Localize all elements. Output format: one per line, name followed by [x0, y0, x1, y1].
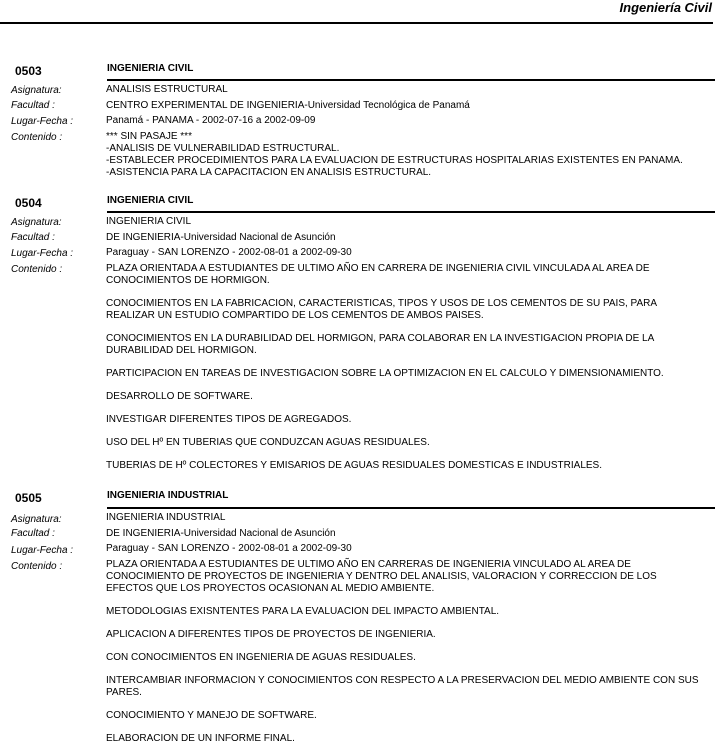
content-paragraph: CONOCIMIENTO Y MANEJO DE SOFTWARE. — [106, 710, 317, 721]
content-paragraph: INTERCAMBIAR INFORMACION Y CONOCIMIENTOS CON RESPECTO A LA PRESERVACION DEL MEDIO AMBIENTE CON SUS PARES. — [106, 675, 699, 698]
entry-divider — [107, 79, 715, 81]
content-line: -ESTABLECER PROCEDIMIENTOS PARA LA EVALUACION DE ESTRUCTURAS HOSPITALARIAS EXISTENTES EN PANAMA. — [106, 155, 683, 166]
content-paragraph: PARTICIPACION EN TAREAS DE INVESTIGACION SOBRE LA OPTIMIZACION EN EL CALCULO Y DIMENSIONAMIENTO. — [106, 368, 664, 379]
label-facultad: Facultad : — [11, 100, 55, 111]
value-facultad: DE INGENIERIA-Universidad Nacional de Asunción — [106, 528, 336, 539]
content-line: *** SIN PASAJE *** — [106, 131, 192, 142]
content-paragraph: TUBERIAS DE Hº COLECTORES Y EMISARIOS DE AGUAS RESIDUALES DOMESTICAS E INDUSTRIALES. — [106, 460, 602, 471]
header-divider — [0, 22, 713, 24]
content-paragraph: METODOLOGIAS EXISNTENTES PARA LA EVALUACION DEL IMPACTO AMBIENTAL. — [106, 606, 500, 617]
content-paragraph: CONOCIMIENTOS EN LA FABRICACION, CARACTERISTICAS, TIPOS Y USOS DE LOS CEMENTOS DE SU PAIS, PARA REALIZAR UN ESTUDIO COMPARTIDO DE LOS CEMENTOS DE AMBOS PAISES. — [106, 298, 657, 321]
content-paragraph: DESARROLLO DE SOFTWARE. — [106, 391, 253, 402]
entry-divider — [107, 507, 715, 509]
content-paragraph: ELABORACION DE UN INFORME FINAL. — [106, 733, 295, 744]
page-header-title: Ingeniería Civil — [619, 0, 712, 15]
label-contenido: Contenido : — [11, 561, 63, 572]
content-paragraph: PLAZA ORIENTADA A ESTUDIANTES DE ULTIMO AÑO EN CARRERA DE INGENIERIA CIVIL VINCULADA AL AREA DE CONOCIMIENTOS DE HORMIGON. — [106, 263, 650, 286]
entry-title: INGENIERIA CIVIL — [107, 63, 194, 74]
value-asignatura: ANALISIS ESTRUCTURAL — [106, 84, 228, 95]
label-asignatura: Asignatura: — [11, 217, 62, 228]
value-asignatura: INGENIERIA CIVIL — [106, 216, 192, 227]
content-line: -ASISTENCIA PARA LA CAPACITACION EN ANALISIS ESTRUCTURAL. — [106, 167, 432, 178]
value-facultad: CENTRO EXPERIMENTAL DE INGENIERIA-Universidad Tecnológica de Panamá — [106, 100, 470, 111]
label-facultad: Facultad : — [11, 232, 55, 243]
label-asignatura: Asignatura: — [11, 514, 62, 525]
content-paragraph: CON CONOCIMIENTOS EN INGENIERIA DE AGUAS RESIDUALES. — [106, 652, 416, 663]
content-paragraph: USO DEL Hº EN TUBERIAS QUE CONDUZCAN AGUAS RESIDUALES. — [106, 437, 430, 448]
label-asignatura: Asignatura: — [11, 85, 62, 96]
entry-title: INGENIERIA INDUSTRIAL — [107, 490, 229, 501]
content-paragraph: APLICACION A DIFERENTES TIPOS DE PROYECTOS DE INGENIERIA. — [106, 629, 436, 640]
content-paragraph: PLAZA ORIENTADA A ESTUDIANTES DE ULTIMO AÑO EN CARRERAS DE INGENIERIA VINCULADO AL AREA DE CONOCIMIENTO DE PROYECTOS DE INGENIERIA Y DENTRO DEL ANALISIS, VALORACION Y CORRECCION DE LOS EFECTOS QUE LOS PROYECTOS OCASIONAN AL MEDIO AMBIENTE. — [106, 559, 657, 594]
value-asignatura: INGENIERIA INDUSTRIAL — [106, 512, 226, 523]
label-lugar-fecha: Lugar-Fecha : — [11, 248, 74, 259]
content-paragraph: CONOCIMIENTOS EN LA DURABILIDAD DEL HORMIGON, PARA COLABORAR EN LA INVESTIGACION PROPIA DE LA DURABILIDAD DEL HORMIGON. — [106, 333, 654, 356]
entry-code: 0504 — [15, 196, 42, 210]
value-lugar-fecha: Paraguay - SAN LORENZO - 2002-08-01 a 2002-09-30 — [106, 247, 352, 258]
content-paragraph: INVESTIGAR DIFERENTES TIPOS DE AGREGADOS. — [106, 414, 352, 425]
value-lugar-fecha: Panamá - PANAMA - 2002-07-16 a 2002-09-09 — [106, 115, 316, 126]
value-facultad: DE INGENIERIA-Universidad Nacional de Asunción — [106, 232, 336, 243]
label-contenido: Contenido : — [11, 132, 63, 143]
entry-divider — [107, 211, 715, 213]
value-contenido — [106, 131, 706, 179]
entry-code: 0505 — [15, 491, 42, 505]
label-lugar-fecha: Lugar-Fecha : — [11, 545, 74, 556]
entry-code: 0503 — [15, 64, 42, 78]
value-contenido — [106, 263, 706, 472]
entry-title: INGENIERIA CIVIL — [107, 195, 194, 206]
label-facultad: Facultad : — [11, 528, 55, 539]
value-contenido — [106, 559, 706, 745]
content-line: -ANALISIS DE VULNERABILIDAD ESTRUCTURAL. — [106, 143, 340, 154]
label-lugar-fecha: Lugar-Fecha : — [11, 116, 74, 127]
value-lugar-fecha: Paraguay - SAN LORENZO - 2002-08-01 a 2002-09-30 — [106, 543, 352, 554]
label-contenido: Contenido : — [11, 264, 63, 275]
